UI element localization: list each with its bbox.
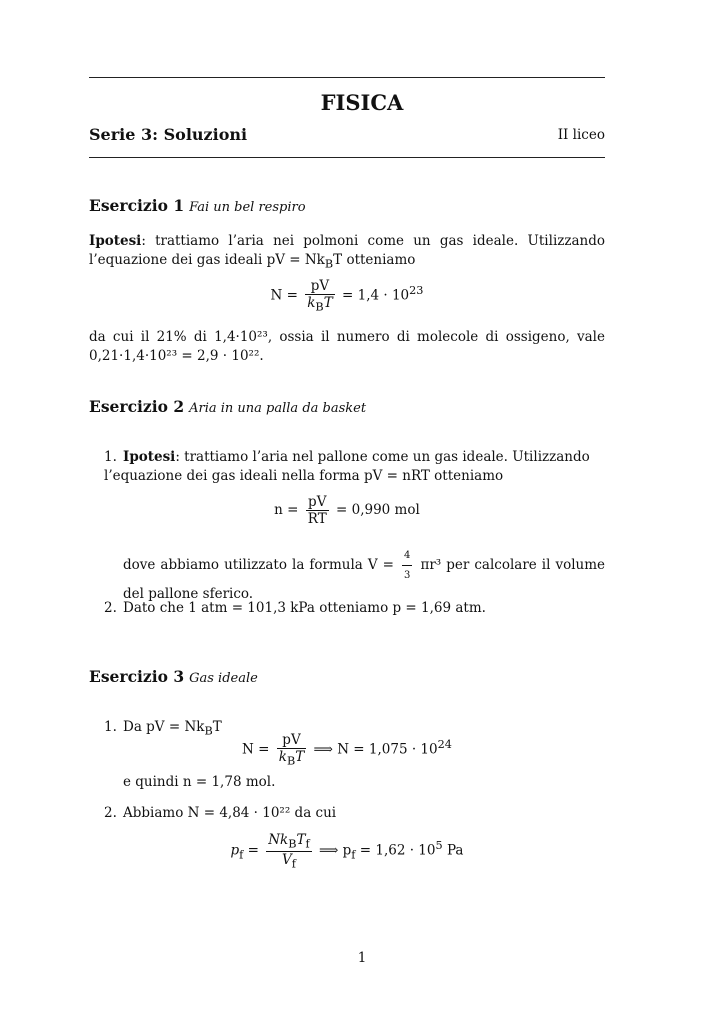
numerator: pV (277, 732, 306, 749)
den-main: k (307, 295, 316, 311)
eq-lhs: p (230, 842, 240, 859)
item-number: 2. (104, 805, 117, 821)
den-tail: T (295, 749, 305, 765)
exercise-1-heading (89, 196, 306, 215)
header-bottom-rule (89, 157, 605, 158)
item-text: Abbiamo N = 4,84 · 10²² da cui (123, 805, 337, 821)
exponent: 24 (437, 737, 452, 751)
den-main: k (278, 749, 287, 765)
exercise-2-item-1 (104, 448, 605, 486)
subscript: B (324, 257, 334, 271)
eq-lhs: N = (242, 741, 270, 758)
page-title: FISICA (320, 90, 404, 115)
exercise-3-equation-1 (89, 732, 605, 768)
eq-rhs: = 1,4 · 10 (342, 287, 410, 304)
series-title: Serie 3: Soluzioni (89, 125, 248, 144)
item-number: 1. (104, 719, 117, 735)
exponent: 5 (435, 839, 443, 853)
exercise-1-subtitle: Fai un bel respiro (189, 200, 306, 215)
top-rule (89, 77, 605, 78)
lhs-sub: f (239, 848, 244, 862)
item-tail: T (212, 719, 222, 735)
eq-rhs: = 1,62 · 10 (359, 842, 436, 859)
numerator: pV (305, 278, 334, 295)
exercise-2-item-2 (104, 599, 605, 618)
exercise-2-title: Esercizio 2 (89, 397, 185, 416)
exercise-3-subtitle: Gas ideale (189, 671, 258, 686)
exercise-1-result: da cui il 21% di 1,4·10²³, ossia il numero di molecole di ossigeno, vale 0,21·1,4·10²³ = 2,9 · 10²². (89, 329, 605, 364)
item-text: Dato che 1 atm = 101,3 kPa otteniamo p = 1,69 atm. (123, 600, 486, 616)
hypothesis-tail: T otteniamo (333, 252, 416, 268)
numerator: 4 (402, 546, 412, 566)
eq-lhs: N = (270, 287, 298, 304)
den-sub: B (315, 300, 324, 314)
exercise-1-hypothesis (89, 232, 605, 274)
num-sub: B (288, 837, 297, 851)
num-main: Nk (268, 832, 289, 848)
formula-post: πr³ per calcolare il volume del pallone sferico. (123, 557, 606, 602)
exercise-3-title: Esercizio 3 (89, 667, 185, 686)
den-main: V (282, 851, 292, 868)
denominator (266, 852, 311, 871)
subscript: B (204, 724, 213, 738)
hypothesis-text: : trattiamo l’aria nei polmoni come un gas ideale. Utilizzando l’equazione dei gas ideali pV = Nk (89, 233, 605, 268)
numerator: pV (306, 494, 329, 511)
eq-rhs: ⟹ N = 1,075 · 10 (313, 741, 438, 758)
exercise-2-subtitle: Aria in una palla da basket (189, 401, 367, 416)
exercise-3-heading (89, 667, 258, 686)
equals: = (247, 842, 259, 859)
unit: Pa (442, 842, 464, 859)
num-tail: T (296, 832, 306, 848)
denominator: 3 (404, 570, 411, 581)
exercise-2-formula-note (123, 546, 605, 604)
hypothesis-label: Ipotesi (123, 449, 176, 465)
exercise-3-equation-2 (89, 832, 605, 870)
exercise-1-title: Esercizio 1 (89, 196, 185, 215)
den-sub: B (286, 754, 296, 768)
fraction (277, 732, 306, 768)
fraction (305, 278, 334, 314)
rhs-sub: f (351, 848, 356, 862)
denominator: RT (307, 511, 327, 527)
exercise-3-item-2 (104, 804, 605, 823)
fraction (402, 546, 412, 585)
den-tail: T (323, 295, 333, 311)
item-text: Da pV = Nk (123, 719, 205, 735)
num-tail-sub: f (305, 837, 310, 851)
exercise-3-item-1-after: e quindi n = 1,78 mol. (123, 774, 276, 790)
formula-pre: dove abbiamo utilizzato la formula V = (123, 557, 394, 573)
numerator (266, 832, 311, 852)
exercise-2-heading (89, 397, 366, 416)
den-sub: f (291, 857, 296, 871)
denominator (305, 295, 334, 314)
implies-p: ⟹ p (319, 842, 352, 859)
hypothesis-label: Ipotesi (89, 233, 142, 249)
fraction (266, 832, 311, 870)
item-number: 1. (104, 449, 117, 465)
exercise-1-equation (89, 278, 605, 314)
eq-lhs: n = (274, 502, 299, 518)
page-number: 1 (357, 950, 367, 966)
item-text: : trattiamo l’aria nel pallone come un gas ideale. Utilizzando l’equazione dei gas ideali nella forma pV = nRT otteniamo (104, 449, 590, 484)
item-number: 2. (104, 600, 117, 616)
denominator (277, 749, 306, 768)
class-label: II liceo (557, 127, 605, 143)
exponent: 23 (409, 283, 424, 297)
fraction (306, 494, 329, 527)
exercise-2-equation (89, 494, 605, 527)
eq-rhs: = 0,990 mol (336, 502, 420, 518)
